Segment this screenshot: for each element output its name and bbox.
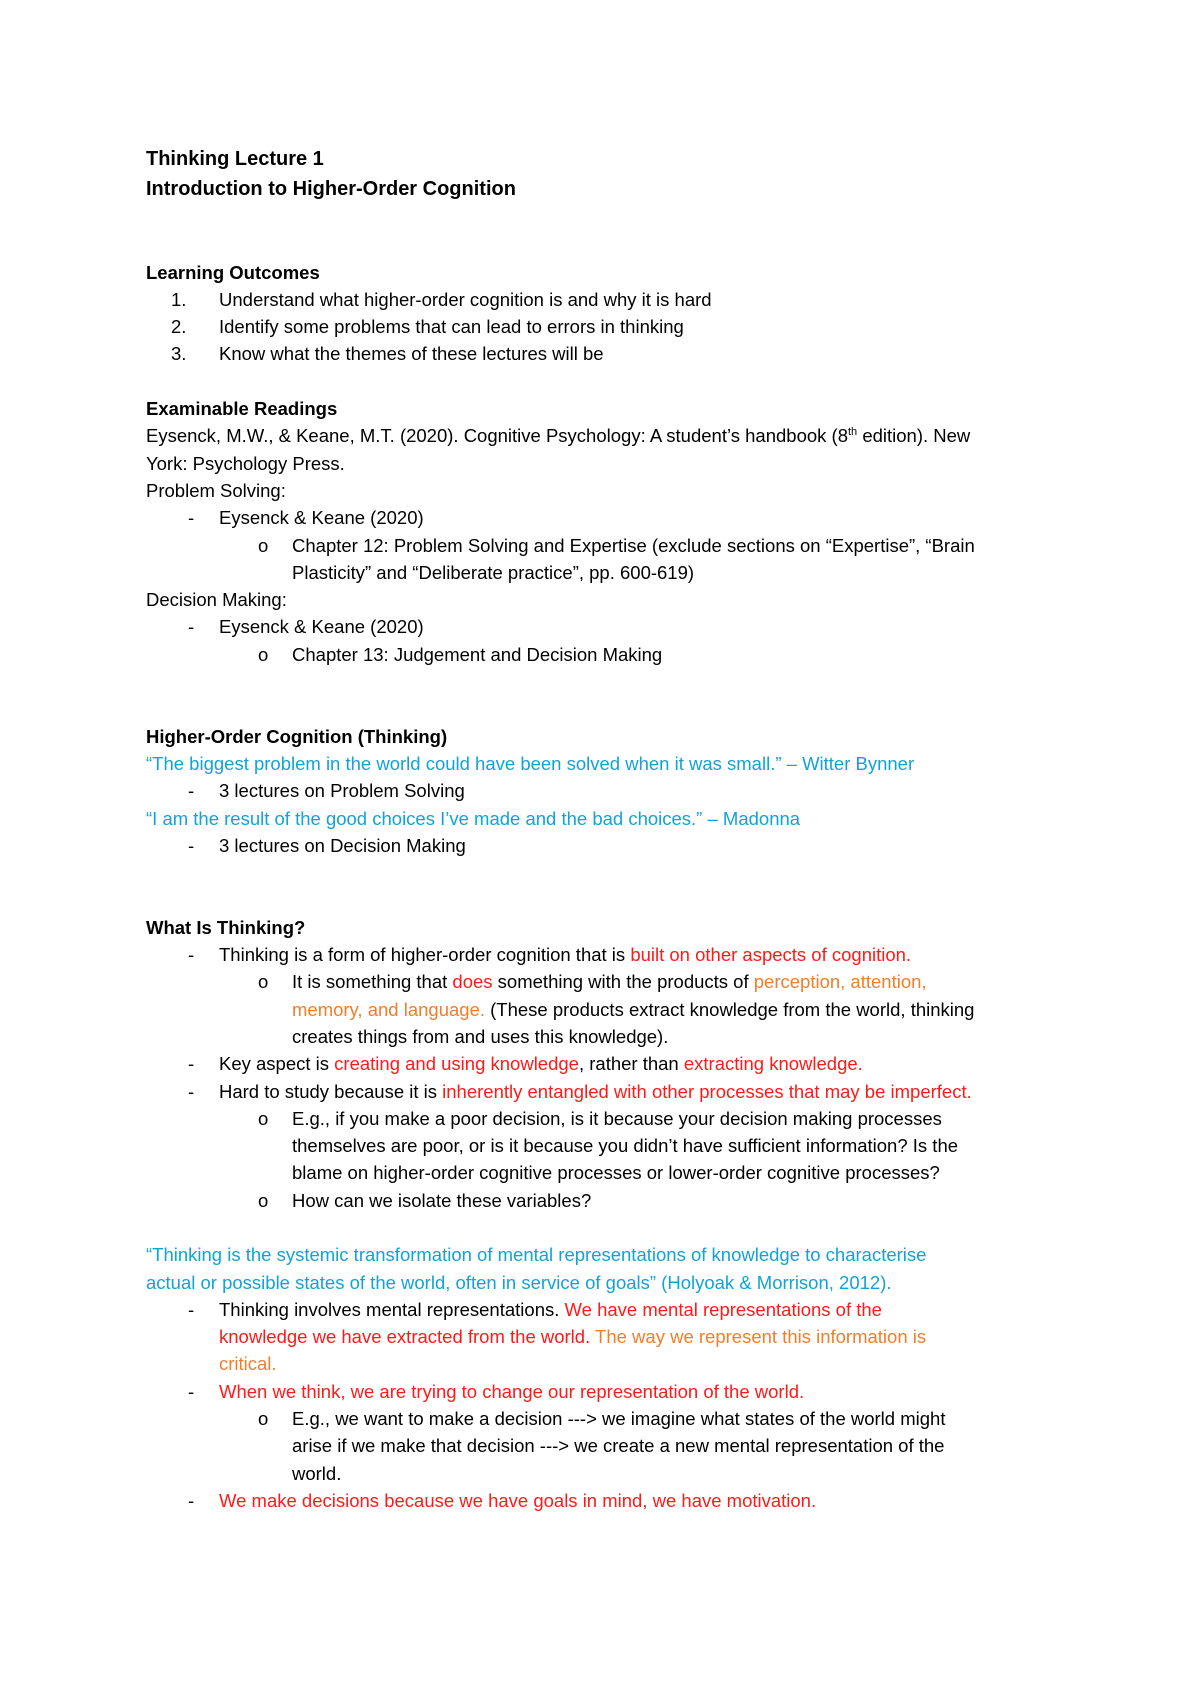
quote-bynner: “The biggest problem in the world could have been solved when it was small.” – Witter Bynner: [146, 752, 915, 774]
definition-quote-cont: actual or possible states of the world, often in service of goals” (Holyoak & Morrison, 2012).: [146, 1271, 892, 1293]
reading-subbullet-cont: Plasticity” and “Deliberate practice”, pp. 600-619): [292, 561, 695, 583]
document-title: Thinking Lecture 1: [146, 148, 324, 170]
thinking-subbullet-cont: blame on higher-order cognitive processes or lower-order cognitive processes?: [292, 1162, 940, 1184]
definition-bullet: - Thinking involves mental representations. We have mental representations of the: [146, 1296, 1076, 1323]
thinking-bullet: - Key aspect is creating and using knowledge, rather than extracting knowledge.: [146, 1050, 1076, 1077]
definition-subbullet-cont: arise if we make that decision ---> we create a new mental representation of the: [292, 1435, 945, 1457]
reading-bullet: - Eysenck & Keane (2020): [146, 504, 1076, 531]
outcome-item: 3. Know what the themes of these lectures will be: [171, 343, 604, 365]
document-subtitle: Introduction to Higher-Order Cognition: [146, 177, 516, 200]
definition-bullet-cont: knowledge we have extracted from the world. The way we represent this information is: [219, 1326, 927, 1348]
learning-outcomes-heading: Learning Outcomes: [146, 261, 320, 283]
dash-bullet: -: [188, 1489, 195, 1511]
dash-bullet: -: [188, 1298, 195, 1320]
reading-subbullet: o Chapter 12: Problem Solving and Expertise (exclude sections on “Expertise”, “Brain: [146, 532, 1076, 559]
thinking-subbullet: o E.g., if you make a poor decision, is it because your decision making processes: [146, 1105, 1076, 1132]
circle-bullet: o: [258, 971, 269, 993]
thinking-subbullet-cont: memory, and language. (These products extract knowledge from the world, thinking: [292, 998, 975, 1020]
thinking-subbullet: o How can we isolate these variables?: [146, 1187, 1076, 1214]
hoc-bullet: - 3 lectures on Decision Making: [146, 832, 1076, 859]
circle-bullet: o: [258, 534, 269, 556]
reading-bullet: - Eysenck & Keane (2020): [146, 613, 1076, 640]
problem-solving-label: Problem Solving:: [146, 479, 286, 501]
dash-bullet: -: [188, 1380, 195, 1402]
circle-bullet: o: [258, 1189, 269, 1211]
dash-bullet: -: [188, 834, 195, 856]
dash-bullet: -: [188, 780, 195, 802]
dash-bullet: -: [188, 1053, 195, 1075]
hoc-bullet: - 3 lectures on Problem Solving: [146, 777, 1076, 804]
readings-heading: Examinable Readings: [146, 398, 338, 420]
dash-bullet: -: [188, 944, 195, 966]
decision-making-label: Decision Making:: [146, 589, 287, 611]
thinking-bullet: - Hard to study because it is inherently entangled with other processes that may be imperfect.: [146, 1078, 1076, 1105]
what-is-thinking-heading: What Is Thinking?: [146, 916, 306, 938]
document-page: [146, 145, 1076, 1514]
definition-subbullet-cont: world.: [292, 1462, 342, 1484]
definition-bullet-cont: critical.: [219, 1353, 277, 1375]
outcome-item: 2. Identify some problems that can lead to errors in thinking: [171, 316, 684, 338]
reading-subbullet: o Chapter 13: Judgement and Decision Making: [146, 641, 1076, 668]
dash-bullet: -: [188, 1080, 195, 1102]
circle-bullet: o: [258, 1107, 269, 1129]
reference-text-cont: York: Psychology Press.: [146, 452, 345, 474]
definition-subbullet: o E.g., we want to make a decision ---> we imagine what states of the world might: [146, 1405, 1076, 1432]
quote-madonna: “I am the result of the good choices I’ve made and the bad choices.” – Madonna: [146, 807, 801, 829]
thinking-subbullet-cont: creates things from and uses this knowledge).: [292, 1025, 669, 1047]
reference-text: Eysenck, M.W., & Keane, M.T. (2020). Cognitive Psychology: A student’s handbook (8th edition). New: [146, 425, 971, 447]
dash-bullet: -: [188, 616, 195, 638]
dash-bullet: -: [188, 507, 195, 529]
definition-bullet: - When we think, we are trying to change our representation of the world.: [146, 1378, 1076, 1405]
circle-bullet: o: [258, 643, 269, 665]
circle-bullet: o: [258, 1408, 269, 1430]
definition-bullet: - We make decisions because we have goals in mind, we have motivation.: [146, 1487, 1076, 1514]
thinking-subbullet-cont: themselves are poor, or is it because you didn’t have sufficient information? Is the: [292, 1135, 959, 1157]
thinking-subbullet: o It is something that does something with the products of perception, attention,: [146, 968, 1076, 995]
definition-quote: “Thinking is the systemic transformation of mental representations of knowledge to characterise: [146, 1244, 927, 1266]
outcome-item: 1. Understand what higher-order cognition is and why it is hard: [171, 288, 712, 310]
thinking-bullet: - Thinking is a form of higher-order cognition that is built on other aspects of cognition.: [146, 941, 1076, 968]
hoc-heading: Higher-Order Cognition (Thinking): [146, 725, 448, 747]
